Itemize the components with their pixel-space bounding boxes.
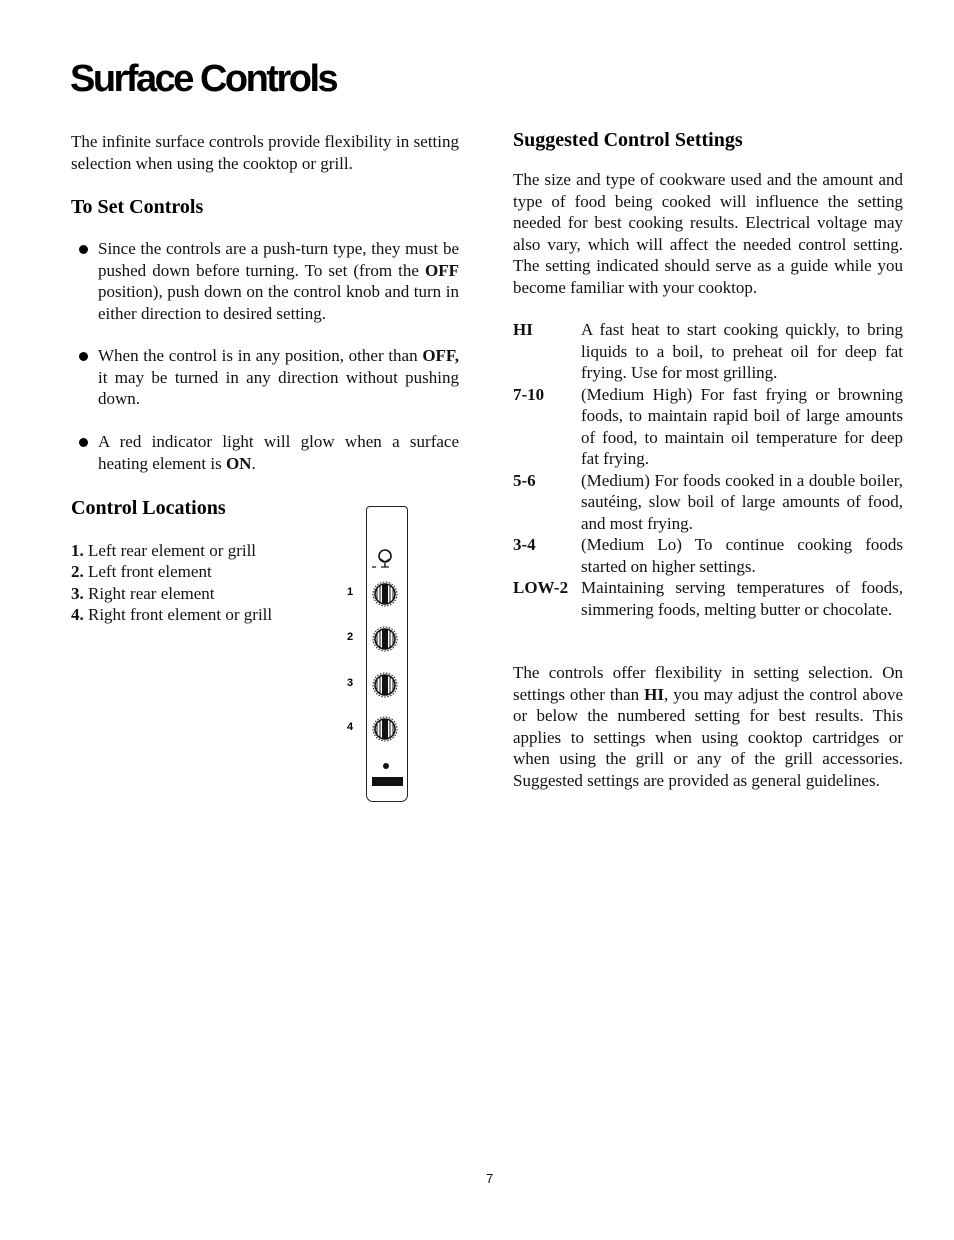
setting-description: (Medium Lo) To continue cooking foods started on higher settings. bbox=[581, 535, 903, 576]
setting-description: Maintaining serving temperatures of foods, simmering foods, melting butter or chocolate. bbox=[581, 578, 903, 619]
knob-icon-3 bbox=[373, 673, 397, 697]
list-item: 1. Left rear element or grill bbox=[71, 541, 257, 560]
intro-paragraph: The infinite surface controls provide flexibility in setting selection when using the cooktop or grill. bbox=[71, 132, 459, 173]
knob-number-label: 2 bbox=[347, 631, 354, 643]
control-panel-illustration bbox=[367, 507, 407, 801]
setting-code: 7-10 bbox=[513, 384, 545, 404]
setting-row bbox=[513, 577, 903, 620]
control-locations-heading: Control Locations bbox=[71, 497, 226, 519]
list-item: 3. Right rear element bbox=[71, 583, 215, 603]
setting-description: (Medium) For foods cooked in a double boiler, sautéing, slow boil of large amounts of food, and most frying. bbox=[581, 470, 903, 533]
bullet-dot-icon bbox=[79, 352, 88, 361]
setting-code: HI bbox=[513, 320, 533, 339]
page-number: 7 bbox=[486, 1171, 494, 1186]
control-locations-list bbox=[71, 540, 272, 626]
setting-description: A fast heat to start cooking quickly, to bring liquids to a boil, to preheat oil for deep fat frying. Use for most grilling. bbox=[581, 320, 903, 382]
setting-row bbox=[513, 534, 903, 577]
bullet-dot-icon bbox=[79, 245, 88, 254]
setting-code: LOW-2 bbox=[513, 578, 569, 597]
bullet-item bbox=[71, 345, 459, 410]
closing-paragraph: The controls offer flexibility in setting selection. On settings other than HI, you may adjust the control above or below the numbered setting for best results. This applies to settings when using cooktop cartridges or when using the grill or any of the grill accessories. Suggested settings are provided as general guidelines. bbox=[513, 663, 903, 790]
bullet-item bbox=[71, 431, 459, 474]
knob-number-label: 1 bbox=[347, 586, 354, 598]
settings-list bbox=[513, 319, 903, 620]
setting-row bbox=[513, 319, 903, 384]
page-title: Surface Controls bbox=[70, 58, 337, 100]
knob-icon-4 bbox=[373, 717, 397, 741]
setting-code: 5-6 bbox=[513, 470, 536, 490]
suggested-settings-heading: Suggested Control Settings bbox=[513, 129, 743, 151]
bullet-text: A red indicator light will glow when a surface heating element is ON. bbox=[98, 432, 459, 473]
knob-icon-1 bbox=[373, 582, 397, 606]
to-set-controls-heading: To Set Controls bbox=[71, 196, 204, 218]
suggested-settings-intro: The size and type of cookware used and the amount and type of food being cooked will influence the setting needed for best cooking results. Electrical voltage may also vary, which will affect the needed control setting. The setting indicated should serve as a guide while you become familiar with your cooktop. bbox=[513, 170, 903, 297]
knob-number-label: 3 bbox=[347, 677, 354, 689]
indicator-dot-icon bbox=[383, 763, 389, 769]
setting-row bbox=[513, 384, 903, 470]
bullet-text: When the control is in any position, other than OFF, it may be turned in any direction without pushing down. bbox=[98, 346, 459, 409]
bullet-text: Since the controls are a push-turn type, they must be pushed down before turning. To set (from the OFF position), push down on the control knob and turn in either direction to desired setting. bbox=[98, 239, 459, 323]
bullet-item bbox=[71, 238, 459, 324]
list-item: 2. Left front element bbox=[71, 562, 212, 582]
setting-code: 3-4 bbox=[513, 535, 536, 554]
panel-badge-icon bbox=[372, 777, 403, 786]
setting-description: (Medium High) For fast frying or browning foods, to maintain rapid boil of large amounts of food, to maintain oil temperature for deep fat frying. bbox=[581, 384, 903, 468]
setting-row bbox=[513, 470, 903, 535]
control-panel-diagram bbox=[366, 506, 408, 802]
knob-number-label: 4 bbox=[347, 721, 354, 733]
list-item: 4. Right front element or grill bbox=[71, 605, 273, 625]
knob-icon-2 bbox=[373, 627, 397, 651]
indicator-lamp-icon bbox=[372, 550, 391, 567]
bullet-dot-icon bbox=[79, 438, 88, 447]
